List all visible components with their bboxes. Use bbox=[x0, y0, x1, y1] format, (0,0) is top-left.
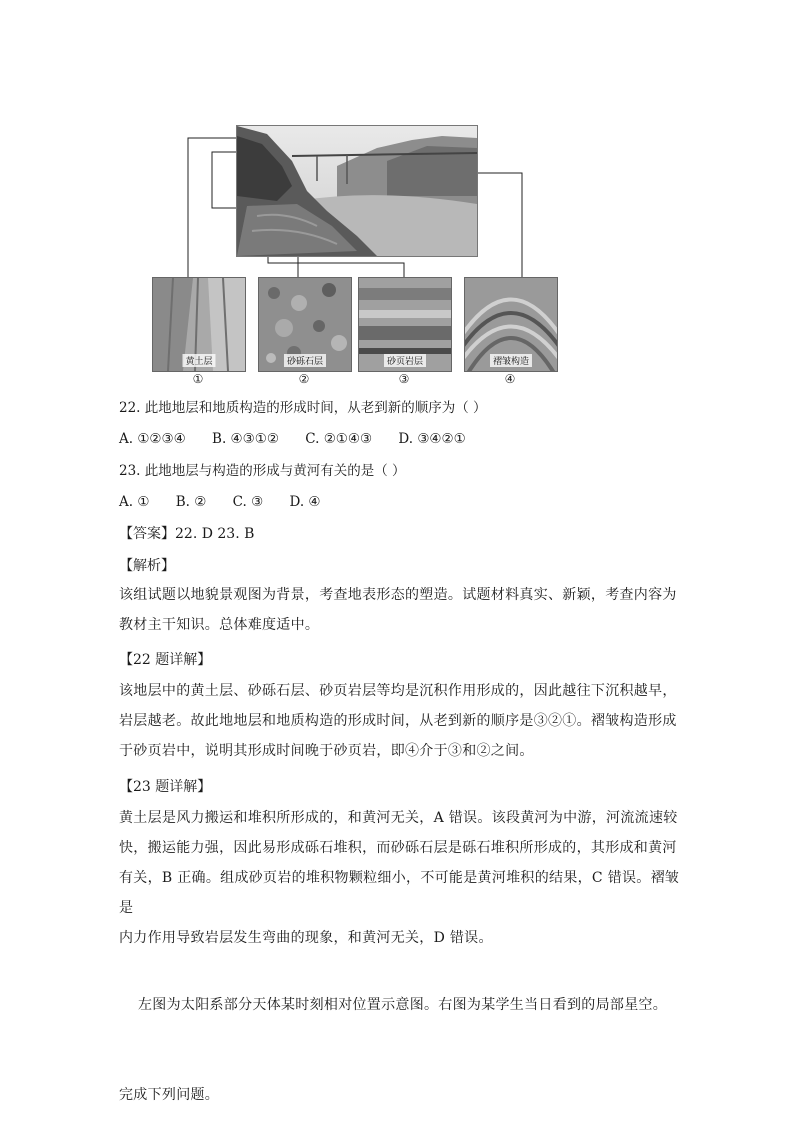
text-line: 于砂页岩中，说明其形成时间晚于砂页岩，即④介于③和②之间。 bbox=[119, 743, 534, 759]
thumbnail-fold-structure bbox=[464, 277, 558, 372]
thumbnail-number: ② bbox=[298, 372, 310, 386]
text-line: 左图为太阳系部分天体某时刻相对位置示意图。右图为某学生当日看到的局部星空。 bbox=[119, 997, 668, 1013]
thumbnail-gravel bbox=[258, 277, 352, 372]
option-c: C. ③ bbox=[232, 494, 264, 510]
option-a: A. ① bbox=[119, 494, 150, 510]
text-line: 内力作用导致岩层发生弯曲的现象，和黄河无关，D 错误。 bbox=[119, 930, 493, 946]
thumbnail-label: 砂砾石层 bbox=[284, 354, 326, 367]
option-c: C. ②①④③ bbox=[305, 431, 373, 447]
text-line: 黄土层是风力搬运和堆积所形成的，和黄河无关，A 错误。该段黄河为中游，河流流速较 bbox=[119, 810, 678, 826]
text-line: 该组试题以地貌景观图为背景，考查地表形态的塑造。试题材料真实、新颖，考查内容为 bbox=[119, 587, 677, 603]
detail-22-text bbox=[119, 676, 684, 766]
landscape-photo bbox=[236, 125, 478, 257]
question-23-options bbox=[119, 492, 343, 512]
thumbnail-label: 砂页岩层 bbox=[384, 354, 426, 367]
option-b: B. ② bbox=[175, 494, 207, 510]
option-d: D. ④ bbox=[289, 494, 321, 510]
thumbnail-label: 黄土层 bbox=[182, 354, 215, 367]
option-b: B. ④③①② bbox=[212, 431, 279, 447]
thumbnail-number: ④ bbox=[504, 372, 516, 386]
question-22-options bbox=[119, 429, 488, 449]
text-line: 快，搬运能力强，因此易形成砾石堆积，而砂砾石层是砾石堆积所形成的，其形成和黄河 bbox=[119, 840, 677, 856]
text-line: 该地层中的黄土层、砂砾石层、砂页岩层等均是沉积作用形成的，因此越往下沉积越早， bbox=[119, 683, 677, 699]
next-question-intro bbox=[119, 930, 684, 1140]
thumbnail-label: 褶皱构造 bbox=[490, 354, 532, 367]
text-line: 有关，B 正确。组成砂页岩的堆积物颗粒细小，不可能是黄河堆积的结果，C 错误。褶皱是 bbox=[119, 870, 680, 916]
option-d: D. ③④②① bbox=[398, 431, 466, 447]
analysis-text bbox=[119, 580, 684, 640]
text-line: 完成下列问题。 bbox=[119, 1087, 220, 1103]
detail-22-heading: 【22 题详解】 bbox=[119, 652, 212, 668]
analysis-heading: 【解析】 bbox=[119, 558, 175, 574]
option-a: A. ①②③④ bbox=[119, 431, 186, 447]
text-line: 岩层越老。故此地地层和地质构造的形成时间，从老到新的顺序是③②①。褶皱构造形成 bbox=[119, 713, 677, 729]
text-line: 教材主干知识。总体难度适中。 bbox=[119, 617, 320, 633]
answer-line: 【答案】22. D 23. B bbox=[119, 526, 255, 542]
thumbnail-number: ③ bbox=[398, 372, 410, 386]
thumbnail-number: ① bbox=[192, 372, 204, 386]
question-23-stem: 23. 此地地层与构造的形成与黄河有关的是（ ） bbox=[119, 463, 406, 479]
question-22-stem: 22. 此地地层和地质构造的形成时间，从老到新的顺序为（ ） bbox=[119, 400, 487, 416]
thumbnail-loess bbox=[152, 277, 246, 372]
thumbnail-sandstone-shale bbox=[358, 277, 452, 372]
detail-23-heading: 【23 题详解】 bbox=[119, 779, 212, 795]
